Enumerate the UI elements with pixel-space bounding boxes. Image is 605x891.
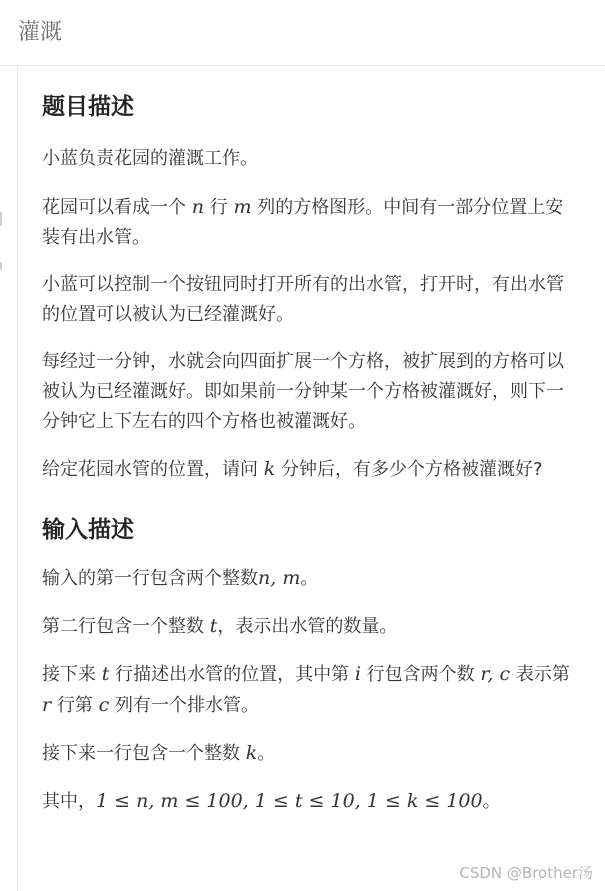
paragraph xyxy=(42,347,572,437)
math-variable: t xyxy=(209,615,218,637)
text: 接下来 xyxy=(42,664,96,685)
paragraph xyxy=(42,659,572,721)
text: ，表示出水管的数量。 xyxy=(217,616,398,637)
text: 列有一个排水管。 xyxy=(114,695,259,716)
section-heading-input: 输入描述 xyxy=(42,517,134,543)
edge-mark xyxy=(0,212,2,226)
section-heading-description: 题目描述 xyxy=(42,94,134,120)
text: 分钟后，有多少个方格被灌溉好? xyxy=(280,459,543,480)
article-content xyxy=(42,90,572,817)
math-variable: r xyxy=(42,694,52,716)
edge-mark xyxy=(0,262,2,270)
text: 其中， xyxy=(42,791,96,812)
math-variable: m xyxy=(233,196,252,218)
math-variable: n xyxy=(191,196,204,218)
math-variable: k xyxy=(263,458,276,480)
text: 。 xyxy=(257,743,276,764)
math-expression: 1 ≤ n, m ≤ 100, 1 ≤ t ≤ 10, 1 ≤ k ≤ 100 xyxy=(96,790,483,812)
text: 列的方格图形。中间有一部分位置上安装有出水管。 xyxy=(42,197,564,248)
text: 接下来一行包含一个整数 xyxy=(42,743,240,764)
text: 给定花园水管的位置，请问 xyxy=(42,459,258,480)
content-left-border xyxy=(17,67,18,891)
text: 行包含两个数 xyxy=(366,664,475,685)
math-variable: k xyxy=(245,742,258,764)
text: 行 xyxy=(209,197,228,218)
text: 第二行包含一个整数 xyxy=(42,616,204,637)
text: 输入的第一行包含两个整数 xyxy=(42,568,258,589)
text: 每经过一分钟，水就会向四面扩展一个方格，被扩展到的方格可以被认为已经灌溉好。即如果前一分钟某一个方格被灌溉好，则下一分钟它上下左右的四个方格也被灌溉好。 xyxy=(42,351,564,432)
paragraph xyxy=(42,738,572,769)
paragraph xyxy=(42,144,572,174)
text: 行描述出水管的位置，其中第 xyxy=(115,664,350,685)
text: 花园可以看成一个 xyxy=(42,197,186,218)
math-variable: i xyxy=(354,663,361,685)
text: 。 xyxy=(482,791,501,812)
math-variable: c xyxy=(98,694,110,716)
math-expression: r, c xyxy=(480,663,511,685)
paragraph xyxy=(42,611,572,642)
text: 行第 xyxy=(56,695,93,716)
paragraph xyxy=(42,454,572,485)
watermark: CSDN @Brother汤 xyxy=(459,864,593,882)
page-title: 灌溉 xyxy=(18,20,63,45)
text: 。 xyxy=(300,568,319,589)
math-variable: t xyxy=(101,663,110,685)
paragraph xyxy=(42,786,572,817)
text: 小蓝可以控制一个按钮同时打开所有的出水管，打开时，有出水管的位置可以被认为已经灌溉好。 xyxy=(42,274,564,325)
text: 表示第 xyxy=(515,664,570,685)
math-expression: n, m xyxy=(258,567,301,589)
paragraph xyxy=(42,270,572,330)
paragraph xyxy=(42,192,572,253)
paragraph xyxy=(42,563,572,594)
page-header xyxy=(0,0,605,66)
text: 小蓝负责花园的灌溉工作。 xyxy=(42,148,258,169)
